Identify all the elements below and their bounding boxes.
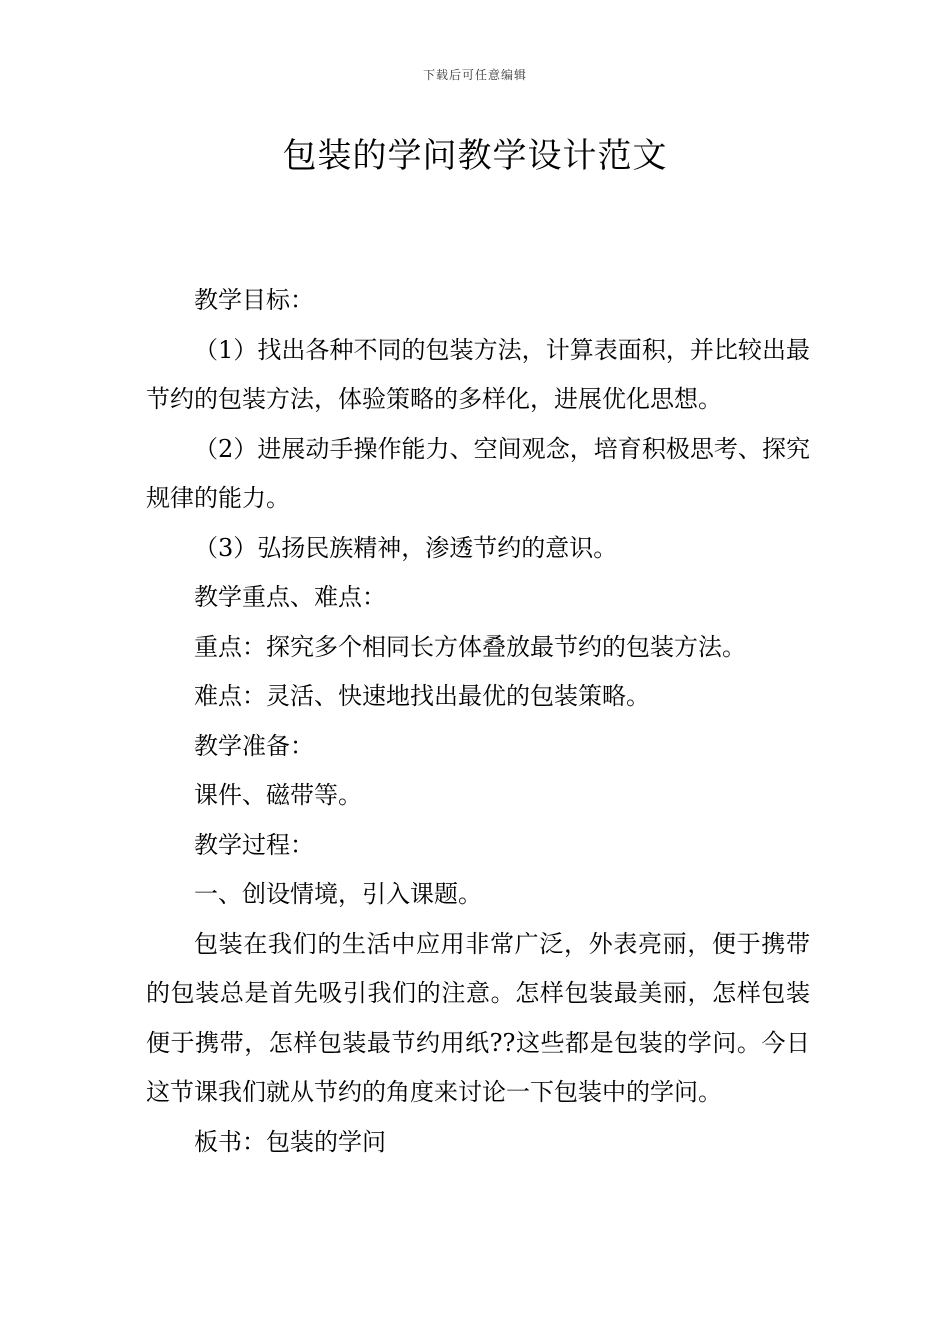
blackboard-note: 板书：包装的学问 bbox=[194, 1127, 386, 1156]
key-point: 重点：探究多个相同长方体叠放最节约的包装方法。 bbox=[194, 632, 746, 661]
goal-3: （3）弘扬民族精神，渗透节约的意识。 bbox=[194, 533, 618, 562]
goal-1: （1）找出各种不同的包装方法，计算表面积，并比较出最节约的包装方法，体验策略的多样化，进展优化思想。 bbox=[146, 335, 810, 413]
process-paragraph: 包装在我们的生活中应用非常广泛，外表亮丽，便于携带的包装总是首先吸引我们的注意。怎样包装最美丽，怎样包装便于携带，怎样包装最节约用纸??这些都是包装的学问。今日这节课我们就从节约的角度来讨论一下包装中的学问。 bbox=[146, 929, 810, 1106]
document-title: 包装的学问教学设计范文 bbox=[282, 136, 668, 176]
process-step-1: 一、创设情境，引入课题。 bbox=[194, 880, 482, 908]
goal-2: （2）进展动手操作能力、空间观念，培育积极思考、探究规律的能力。 bbox=[146, 434, 810, 512]
heading-process: 教学过程： bbox=[194, 830, 314, 859]
heading-preparation: 教学准备： bbox=[194, 731, 314, 760]
difficult-point: 难点：灵活、快速地找出最优的包装策略。 bbox=[194, 682, 650, 710]
preparation-items: 课件、磁带等。 bbox=[194, 781, 362, 809]
header-note: 下载后可任意编辑 bbox=[422, 68, 527, 82]
document-body bbox=[146, 276, 810, 1167]
heading-key-points: 教学重点、难点： bbox=[194, 583, 386, 611]
heading-teaching-goals: 教学目标： bbox=[194, 286, 314, 314]
